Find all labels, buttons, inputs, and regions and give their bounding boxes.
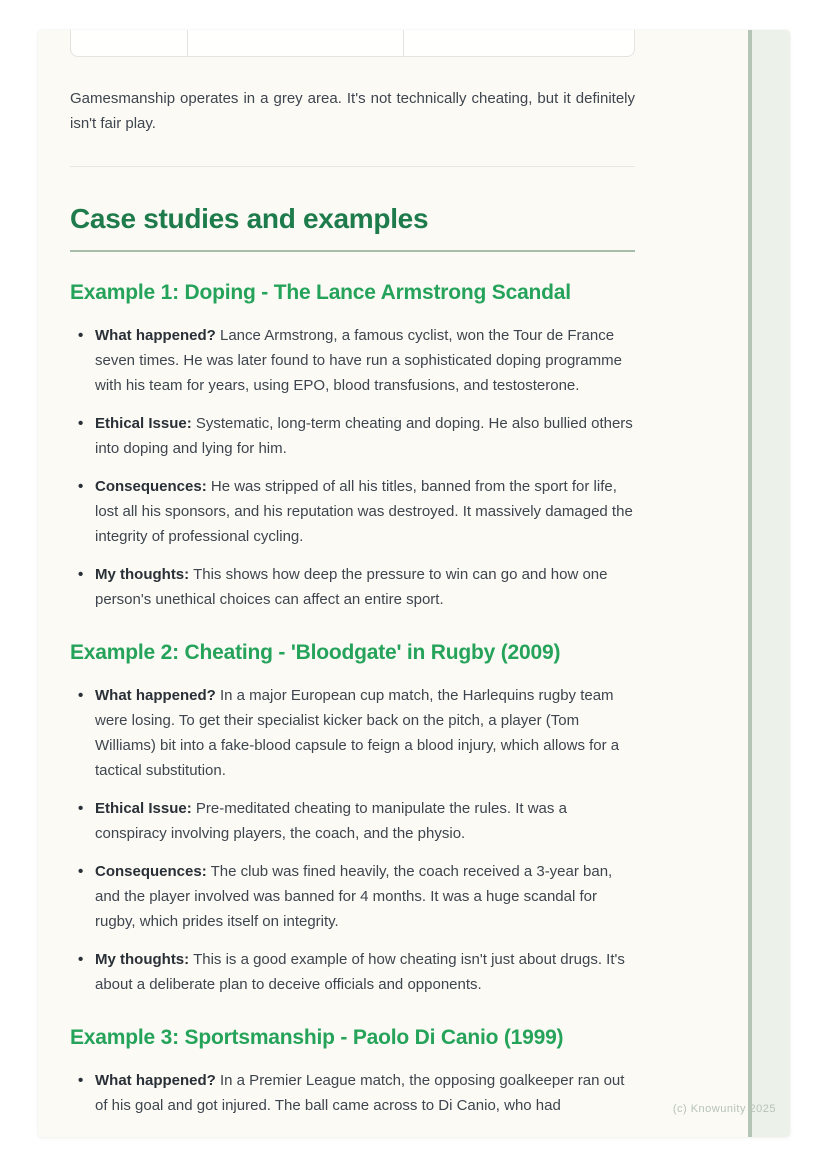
bullet-label: Consequences: — [95, 478, 207, 495]
bullet-text: Pre-meditated cheating to manipulate the rules. It was a conspiracy involving players, the coach, and the physio. — [95, 800, 567, 842]
bullet-text: Systematic, long-term cheating and doping. He also bullied others into doping and lying for him. — [95, 415, 633, 457]
bullet-item — [95, 562, 635, 612]
bullet-label: What happened? — [95, 1072, 216, 1089]
bullet-text: This is a good example of how cheating isn't just about drugs. It's about a deliberate plan to deceive officials and opponents. — [95, 951, 625, 993]
bullet-text: In a major European cup match, the Harlequins rugby team were losing. To get their specialist kicker back on the pitch, a player (Tom Williams) bit into a fake-blood capsule to feign a blood injury, which allows for a tactical substitution. — [95, 687, 620, 779]
bullet-item — [95, 411, 635, 461]
example-1-bullet-list — [70, 323, 635, 612]
table-cell — [71, 30, 188, 56]
section-title: Case studies and examples — [70, 203, 635, 252]
bullet-text: Lance Armstrong, a famous cyclist, won the Tour de France seven times. He was later found to have run a sophisticated doping programme with his team for years, using EPO, blood transfusions, and testosterone. — [95, 327, 622, 394]
bullet-label: My thoughts: — [95, 566, 190, 583]
copyright-watermark: (c) Knowunity 2025 — [672, 1103, 776, 1115]
bullet-item — [95, 947, 635, 997]
example-1-heading: Example 1: Doping - The Lance Armstrong Scandal — [70, 281, 571, 304]
document-page — [38, 30, 790, 1137]
bullet-item — [95, 323, 635, 398]
example-3-bullet-list — [70, 1068, 635, 1118]
example-2-heading: Example 2: Cheating - 'Bloodgate' in Rugby (2009) — [70, 641, 561, 664]
bullet-label: What happened? — [95, 687, 216, 704]
bullet-item — [95, 859, 635, 934]
bullet-label: Consequences: — [95, 863, 207, 880]
table-cell — [404, 30, 634, 56]
bullet-text: This shows how deep the pressure to win can go and how one person's unethical choices can affect an entire sport. — [95, 566, 608, 608]
bullet-label: Ethical Issue: — [95, 415, 192, 432]
bullet-item — [95, 683, 635, 783]
bullet-item — [95, 474, 635, 549]
bullet-label: What happened? — [95, 327, 216, 344]
page-content — [70, 30, 635, 1131]
bullet-text: The club was fined heavily, the coach received a 3-year ban, and the player involved was banned for 4 months. It was a huge scandal for rugby, which prides itself on integrity. — [95, 863, 613, 930]
example-2-bullet-list — [70, 683, 635, 997]
bullet-item — [95, 1068, 635, 1118]
bullet-item — [95, 796, 635, 846]
section-divider — [70, 166, 635, 167]
intro-paragraph: Gamesmanship operates in a grey area. It's not technically cheating, but it definitely isn't fair play. — [70, 90, 635, 132]
bullet-text: In a Premier League match, the opposing goalkeeper ran out of his goal and got injured. The ball came across to Di Canio, who had — [95, 1072, 625, 1114]
table-cell — [188, 30, 404, 56]
example-3-heading: Example 3: Sportsmanship - Paolo Di Canio (1999) — [70, 1026, 564, 1049]
bullet-text: He was stripped of all his titles, banned from the sport for life, lost all his sponsors, and his reputation was destroyed. It massively damaged the integrity of professional cycling. — [95, 478, 633, 545]
page-side-stripe — [748, 30, 790, 1137]
clipped-table-bottom — [70, 30, 635, 57]
bullet-label: Ethical Issue: — [95, 800, 192, 817]
bullet-label: My thoughts: — [95, 951, 190, 968]
